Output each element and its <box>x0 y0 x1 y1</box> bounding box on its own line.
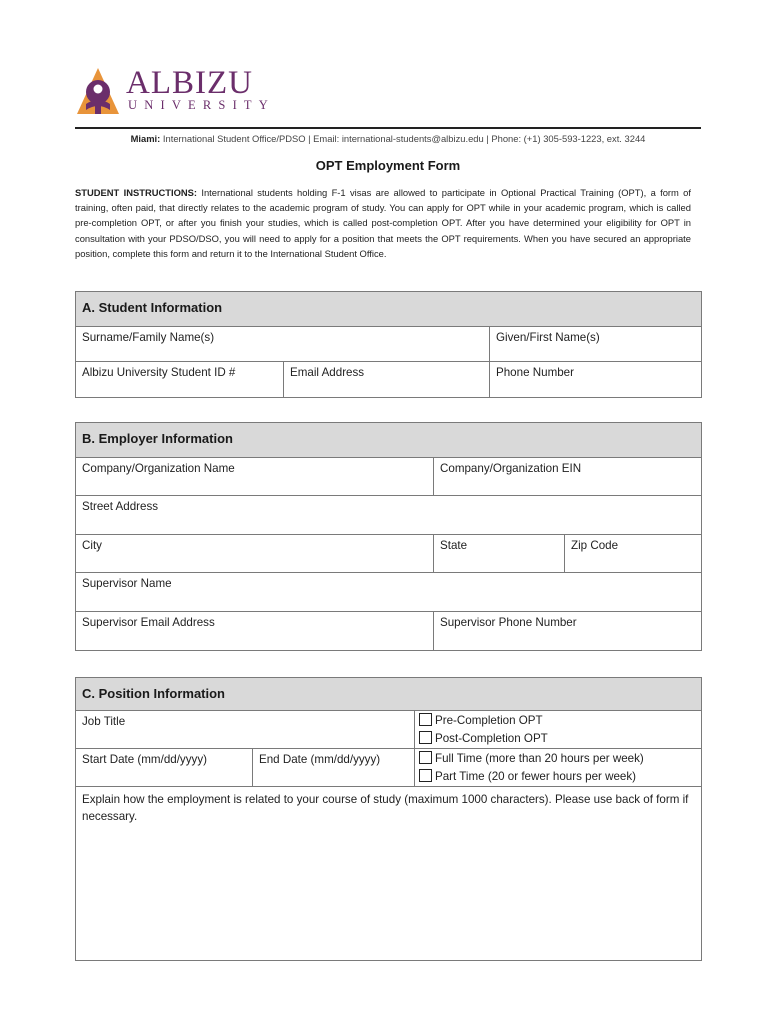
company-ein-field[interactable]: Company/Organization EIN <box>434 458 702 496</box>
hours-options <box>415 749 702 787</box>
logo-wordmark: ALBIZU <box>126 65 253 101</box>
part-time-checkbox[interactable] <box>419 769 432 782</box>
logo-subtitle: UNIVERSITY <box>128 98 275 112</box>
pre-completion-option[interactable] <box>419 712 697 730</box>
email-field[interactable]: Email Address <box>284 362 490 398</box>
explanation-field[interactable]: Explain how the employment is related to your course of study (maximum 1000 characters). Please use back of form if necessary. <box>76 787 702 961</box>
street-address-field[interactable]: Street Address <box>76 496 702 535</box>
contact-label: Miami: <box>130 133 161 144</box>
full-time-checkbox[interactable] <box>419 751 432 764</box>
section-b-title: B. Employer Information <box>76 423 702 458</box>
pre-completion-checkbox[interactable] <box>419 713 432 726</box>
section-a-title: A. Student Information <box>76 292 702 327</box>
header-rule <box>75 127 701 129</box>
supervisor-email-field[interactable]: Supervisor Email Address <box>76 612 434 651</box>
supervisor-name-field[interactable]: Supervisor Name <box>76 573 702 612</box>
full-time-label: Full Time (more than 20 hours per week) <box>435 752 644 765</box>
given-name-field[interactable]: Given/First Name(s) <box>490 327 702 362</box>
instructions-text: International students holding F-1 visas are allowed to participate in Optional Practical Training (OPT), a form of training, often paid, that directly relates to the academic program of study. You can apply for OPT while in your academic program, which is called pre-completion OPT, or after you finish your studies, which is called post-completion OPT. After you have determined your eligibility for OPT in consultation with your PDSO/DSO, you will need to apply for a position that meets the OPT requirements. When you have secured an appropriate position, complete this form and return it to the International Student Office. <box>75 187 691 259</box>
section-c-title: C. Position Information <box>76 678 702 711</box>
contact-text: International Student Office/PDSO | Email: international-students@albizu.edu | Phone: (+1) 305-593-1223, ext. 3244 <box>160 133 646 144</box>
pre-completion-label: Pre-Completion OPT <box>435 714 543 727</box>
zip-code-field[interactable]: Zip Code <box>565 535 702 573</box>
start-date-field[interactable]: Start Date (mm/dd/yyyy) <box>76 749 253 787</box>
section-b-employer-information <box>75 422 702 651</box>
post-completion-label: Post-Completion OPT <box>435 731 548 745</box>
post-completion-option[interactable] <box>419 730 697 748</box>
job-title-field[interactable]: Job Title <box>76 711 415 749</box>
company-name-field[interactable]: Company/Organization Name <box>76 458 434 496</box>
contact-line <box>75 133 701 144</box>
surname-field[interactable]: Surname/Family Name(s) <box>76 327 490 362</box>
phone-field[interactable]: Phone Number <box>490 362 702 398</box>
page-title: OPT Employment Form <box>315 158 461 173</box>
post-completion-checkbox[interactable] <box>419 731 432 744</box>
section-c-position-information <box>75 677 702 961</box>
city-field[interactable]: City <box>76 535 434 573</box>
supervisor-phone-field[interactable]: Supervisor Phone Number <box>434 612 702 651</box>
student-instructions <box>75 185 691 261</box>
full-time-option[interactable] <box>419 750 697 768</box>
albizu-emblem-icon <box>74 66 122 118</box>
albizu-logo <box>74 66 274 118</box>
state-field[interactable]: State <box>434 535 565 573</box>
part-time-option[interactable] <box>419 768 697 786</box>
part-time-label: Part Time (20 or fewer hours per week) <box>435 769 637 783</box>
student-id-field[interactable]: Albizu University Student ID # <box>76 362 284 398</box>
end-date-field[interactable]: End Date (mm/dd/yyyy) <box>253 749 415 787</box>
section-a-student-information <box>75 291 702 398</box>
opt-type-options <box>415 711 702 749</box>
instructions-label: STUDENT INSTRUCTIONS: <box>75 187 198 198</box>
